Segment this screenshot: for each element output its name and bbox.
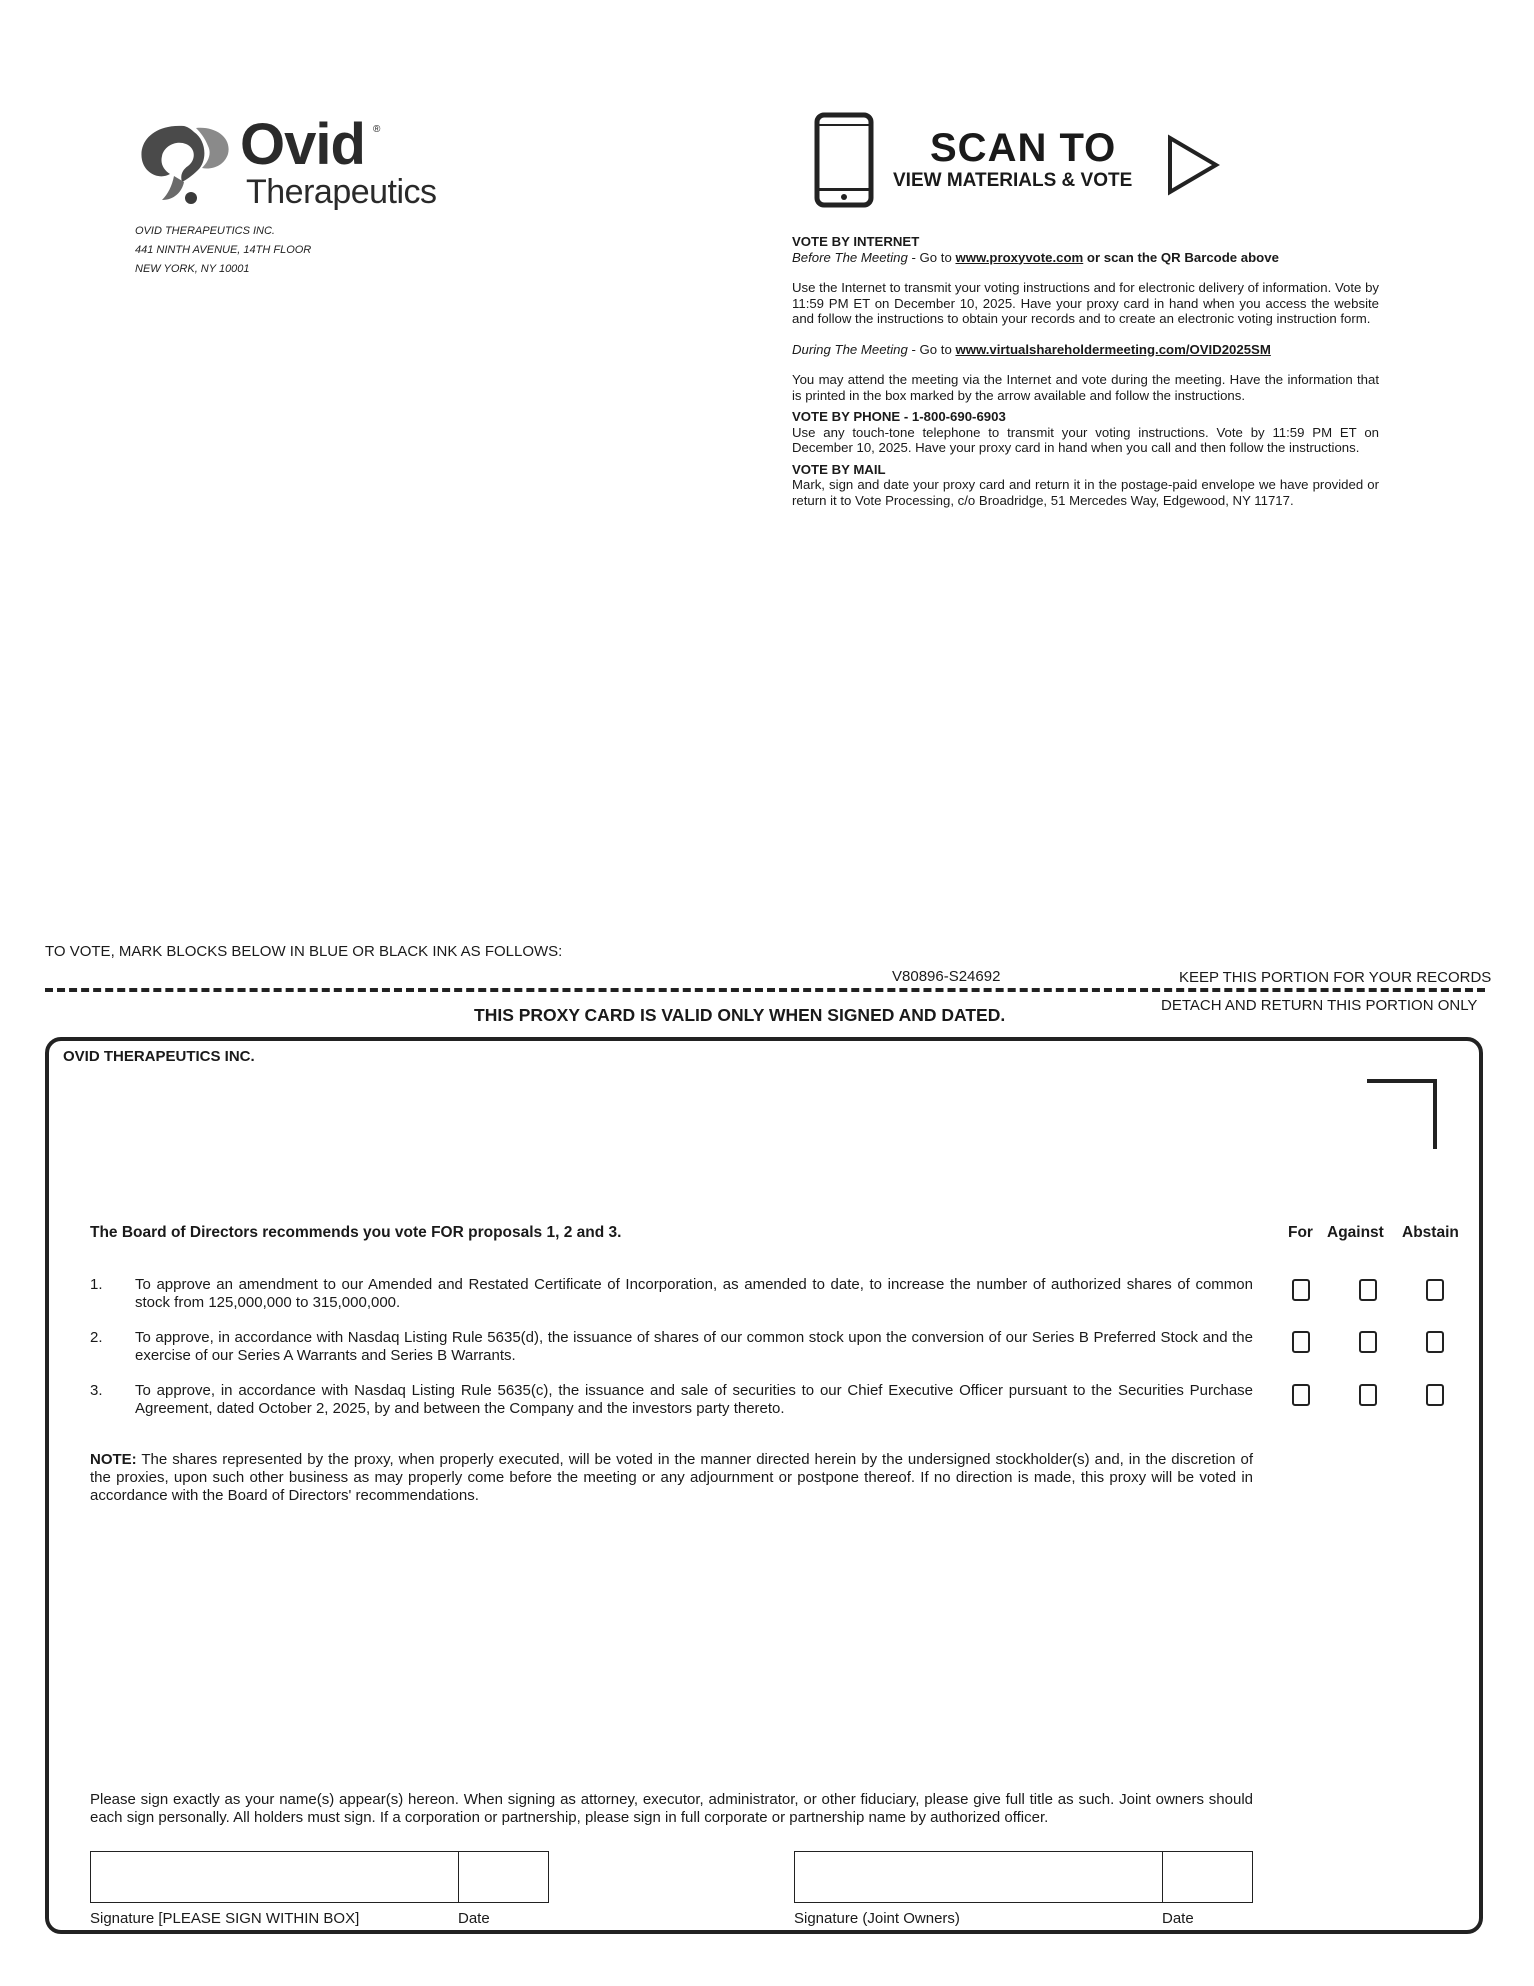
scan-subtitle: VIEW MATERIALS & VOTE xyxy=(893,170,1133,191)
col-for: For xyxy=(1288,1224,1313,1241)
ovid-logo-icon xyxy=(134,120,234,212)
proposal-3: 3. To approve, in accordance with Nasdaq Listing Rule 5635(c), the issuance and sale of securities to our Chief Executive Officer pursuant to the Securities Purchase Agreement, dated October 2, 2025, by and between the Company and the investors party thereto. xyxy=(90,1382,1253,1417)
signing-instructions: Please sign exactly as your name(s) appear(s) hereon. When signing as attorney, executor, administrator, or other fiduciary, please give full title as such. Joint owners should each sign personally. All holders must sign. If a corporation or partnership, please sign in full corporate or partnership name by authorized officer. xyxy=(90,1791,1253,1826)
phone-heading: VOTE BY PHONE - 1-800-690-6903 xyxy=(792,409,1006,424)
board-recommendation: The Board of Directors recommends you vote FOR proposals 1, 2 and 3. xyxy=(90,1224,622,1241)
keep-portion-text: KEEP THIS PORTION FOR YOUR RECORDS xyxy=(1175,969,1495,986)
col-against: Against xyxy=(1327,1224,1384,1241)
joint-date-box[interactable] xyxy=(1162,1851,1253,1903)
mail-heading: VOTE BY MAIL xyxy=(792,461,886,477)
p2-against-checkbox[interactable] xyxy=(1359,1331,1377,1353)
p1-for-checkbox[interactable] xyxy=(1292,1279,1310,1301)
p2-for-checkbox[interactable] xyxy=(1292,1331,1310,1353)
p3-for-checkbox[interactable] xyxy=(1292,1384,1310,1406)
p1-abstain-checkbox[interactable] xyxy=(1426,1279,1444,1301)
card-company: OVID THERAPEUTICS INC. xyxy=(63,1048,255,1065)
date-box[interactable] xyxy=(458,1851,549,1903)
logo-wordmark: Ovid xyxy=(240,112,365,177)
proxy-note: NOTE: The shares represented by the proxy, when properly executed, will be voted in the manner directed herein by the undersigned stockholder(s) and, in the discretion of the proxies, upon such other business as may properly come before the meeting or any adjournment or postpone thereof. If no direction is made, this proxy will be voted in accordance with the Board of Directors' recommendations. xyxy=(90,1451,1253,1504)
joint-signature-box[interactable] xyxy=(794,1851,1163,1903)
scan-title: SCAN TO xyxy=(930,126,1117,170)
proposal-2: 2. To approve, in accordance with Nasdaq Listing Rule 5635(d), the issuance of shares of our common stock upon the conversion of our Series B Preferred Stock and the exercise of our Series A Warrants and Series B Warrants. xyxy=(90,1329,1253,1364)
corner-mark xyxy=(1367,1079,1437,1149)
joint-signature-label: Signature (Joint Owners) xyxy=(794,1910,960,1927)
company-address: OVID THERAPEUTICS INC. 441 NINTH AVENUE, 14TH FLOOR NEW YORK, NY 10001 xyxy=(135,225,312,275)
p3-abstain-checkbox[interactable] xyxy=(1426,1384,1444,1406)
proxyvote-link[interactable]: www.proxyvote.com xyxy=(955,249,1084,265)
signature-box[interactable] xyxy=(90,1851,459,1903)
date-label: Date xyxy=(458,1910,490,1927)
control-code: V80896-S24692 xyxy=(892,968,1001,985)
voting-instructions: VOTE BY INTERNET Before The Meeting - Go to www.proxyvote.com or scan the QR Barcode above Use the Internet to transmit your voting instructions and for electronic delivery of information. Vote by 11:59 PM ET on December 10, 2025. Have your proxy card in hand when you access the website and follow the instructions to obtain your records and to create an electronic voting instruction form. During The Meeting - Go to www.virtualshareholdermeeting.com/OVID2025SM You may attend the meeting via the Internet and vote during the meeting. Have the information that is printed in the box marked by the arrow available and follow the instructions. VOTE BY PHONE - 1-800-690-6903 Use any touch-tone telephone to transmit your voting instructions. Vote by 11:59 PM ET on December 10, 2025. Have your proxy card in hand when you call and then follow the instructions. VOTE BY MAIL Mark, sign and date your proxy card and return it in the postage-paid envelope we have provided or return it to Vote Processing, c/o Broadridge, 51 Mercedes Way, Edgewood, NY 11717. xyxy=(792,234,1379,508)
mark-instruction: TO VOTE, MARK BLOCKS BELOW IN BLUE OR BLACK INK AS FOLLOWS: xyxy=(45,943,563,960)
play-arrow-icon xyxy=(1166,134,1222,196)
proposal-1: 1. To approve an amendment to our Amended and Restated Certificate of Incorporation, as amended to date, to increase the number of authorized shares of common stock from 125,000,000 to 315,000,000. xyxy=(90,1276,1253,1311)
signature-label: Signature [PLEASE SIGN WITHIN BOX] xyxy=(90,1910,360,1927)
p2-abstain-checkbox[interactable] xyxy=(1426,1331,1444,1353)
logo-subtitle: Therapeutics xyxy=(246,173,437,211)
virtual-meeting-link[interactable]: www.virtualshareholdermeeting.com/OVID2025SM xyxy=(955,341,1271,357)
detach-line xyxy=(45,988,1485,992)
joint-date-label: Date xyxy=(1162,1910,1194,1927)
phone-icon xyxy=(814,112,874,208)
col-abstain: Abstain xyxy=(1402,1224,1459,1241)
p3-against-checkbox[interactable] xyxy=(1359,1384,1377,1406)
registered-mark: ® xyxy=(373,124,381,135)
valid-notice: THIS PROXY CARD IS VALID ONLY WHEN SIGNED AND DATED. xyxy=(474,1005,1006,1025)
p1-against-checkbox[interactable] xyxy=(1359,1279,1377,1301)
detach-text: DETACH AND RETURN THIS PORTION ONLY xyxy=(1161,997,1478,1014)
internet-heading: VOTE BY INTERNET xyxy=(792,234,920,249)
